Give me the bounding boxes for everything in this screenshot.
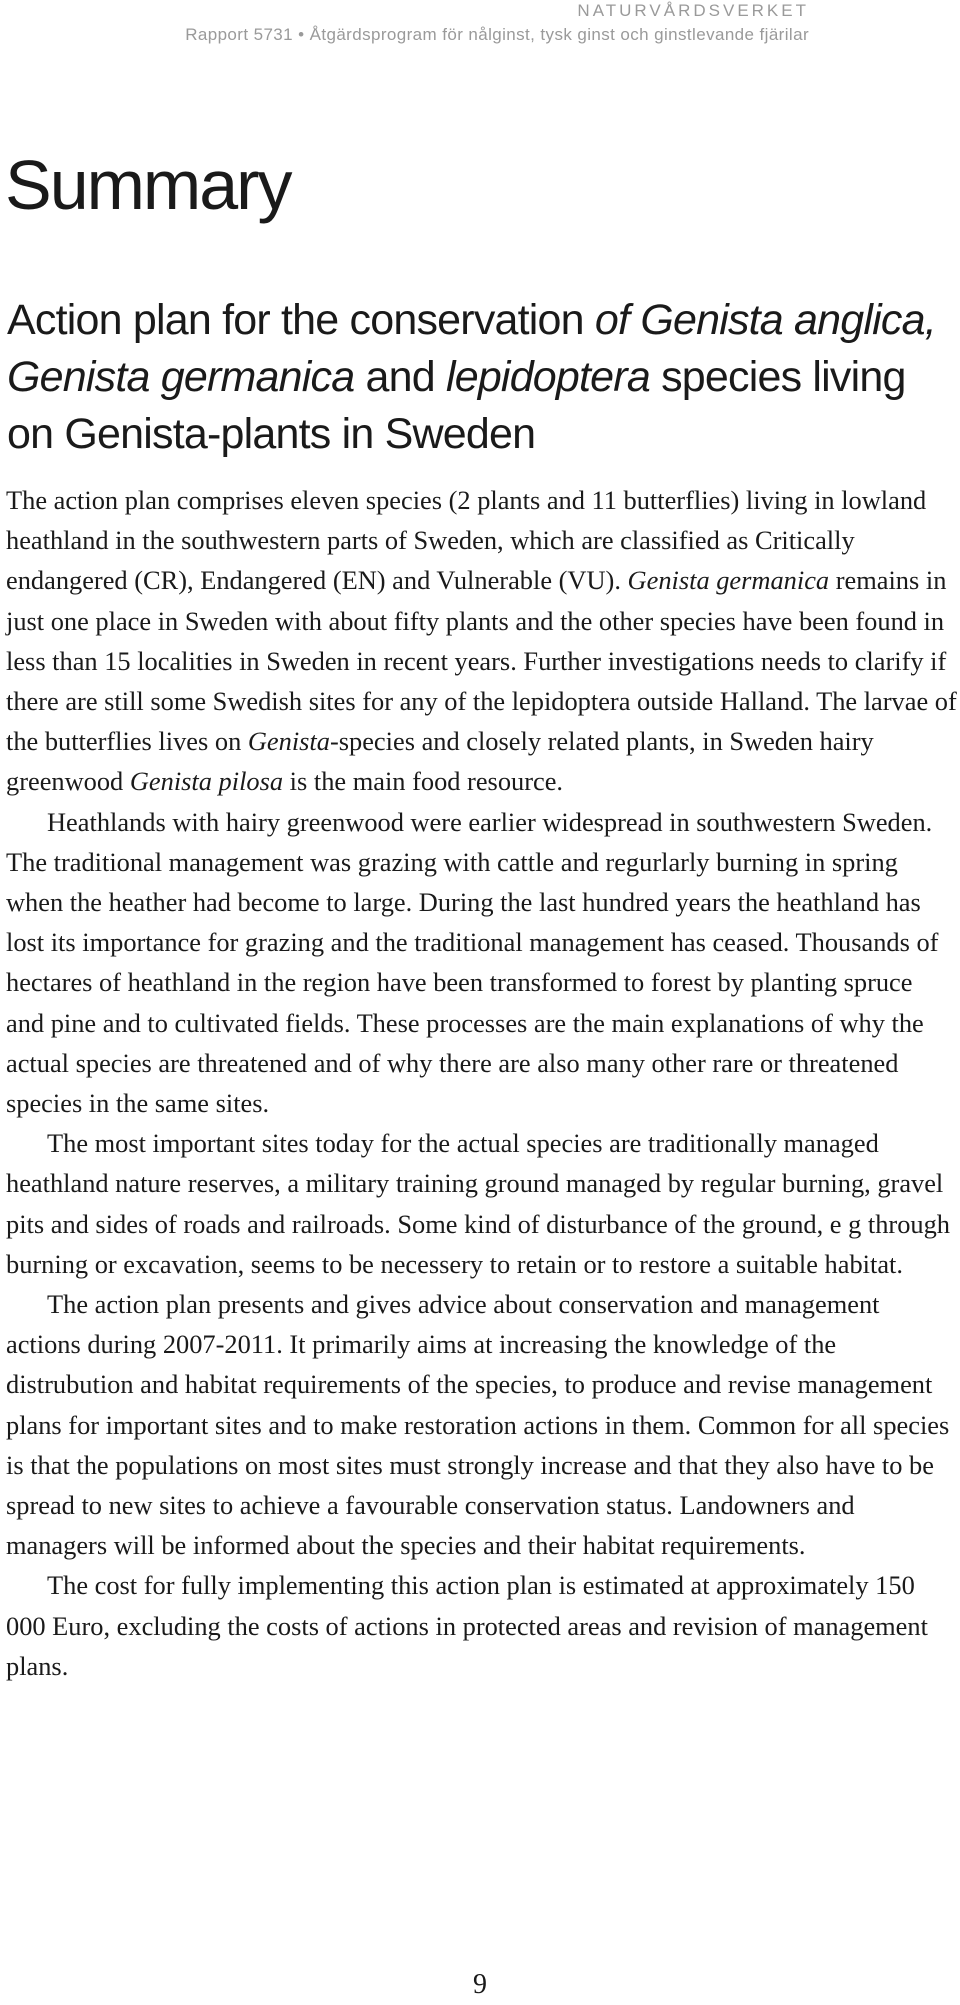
- publisher-name: NATURVÅRDSVERKET: [577, 1, 809, 20]
- subtitle-text: species living on Genista-plants in Sweden: [7, 353, 906, 458]
- paragraph-text: is the main food resource.: [283, 766, 564, 797]
- paragraph-text: The action plan comprises eleven species (2 plants and 11 butterflies) living in lowland heathland in the southwestern parts of Sweden, which are classified as Critically endangered (CR), Endangered (EN) and Vulnerable (VU).: [6, 485, 927, 596]
- paragraph-2: Heathlands with hairy greenwood were earlier widespread in southwestern Sweden. The traditional management was grazing with cattle and regurlarly burning in spring when the heather had become to large. During the last hundred years the heathland has lost its importance for grazing and the traditional management has ceased. Thousands of hectares of heathland in the region have been transformed to forest by planting spruce and pine and to cultivated fields. These processes are the main explanations of why the actual species are threatened and of why there are also many other rare or threatened species in the same sites.: [6, 806, 939, 1119]
- subtitle-italic-species: of Genista anglica, Genista germanica: [7, 296, 936, 401]
- running-header: [185, 0, 809, 49]
- subtitle-text: Action plan for the conservation: [7, 296, 595, 344]
- paragraph-text: -species and closely related plants, in Sweden hairy greenwood: [6, 726, 874, 797]
- paragraph-3: The most important sites today for the actual species are traditionally managed heathland nature reserves, a military training ground managed by regular burning, gravel pits and sides of roads and railroads. Some kind of disturbance of the ground, e g through burning or excavation, seems to be necessery to retain or to restore a suitable habitat.: [6, 1128, 951, 1279]
- report-title-line: Rapport 5731 • Åtgärdsprogram för nålginst, tysk ginst och ginstlevande fjärilar: [185, 25, 809, 44]
- species-name: Genista germanica: [627, 565, 830, 596]
- paragraph-1: [6, 480, 957, 802]
- page-number: 9: [473, 1969, 487, 2000]
- paragraph-5: The cost for fully implementing this action plan is estimated at approximately 150 000 Euro, excluding the costs of actions in protected areas and revision of management plans.: [6, 1570, 928, 1681]
- paragraph-4: The action plan presents and gives advice about conservation and management actions during 2007-2011. It primarily aims at increasing the knowledge of the distrubution and habitat requirements of the species, to produce and revise management plans for important sites and to make restoration actions in them. Common for all species is that the populations on most sites must strongly increase and that they also have to be spread to new sites to achieve a favourable conservation status. Landowners and managers will be informed about the species and their habitat requirements.: [6, 1289, 950, 1561]
- body-text: [6, 480, 957, 1686]
- paragraph-text: remains in just one place in Sweden with about fifty plants and the other species have been found in less than 15 localities in Sweden in recent years. Further investigations needs to clarify if there are still some Swedish sites for any of the lepidoptera outside Halland. The larvae of the butterflies lives on: [6, 565, 957, 757]
- species-name: Genista: [247, 726, 330, 757]
- subtitle-italic-lepidoptera: lepidoptera: [445, 353, 650, 401]
- subtitle-text: and: [354, 353, 446, 401]
- subtitle: [7, 292, 937, 463]
- species-name: Genista pilosa: [129, 766, 284, 797]
- section-title: Summary: [5, 146, 291, 224]
